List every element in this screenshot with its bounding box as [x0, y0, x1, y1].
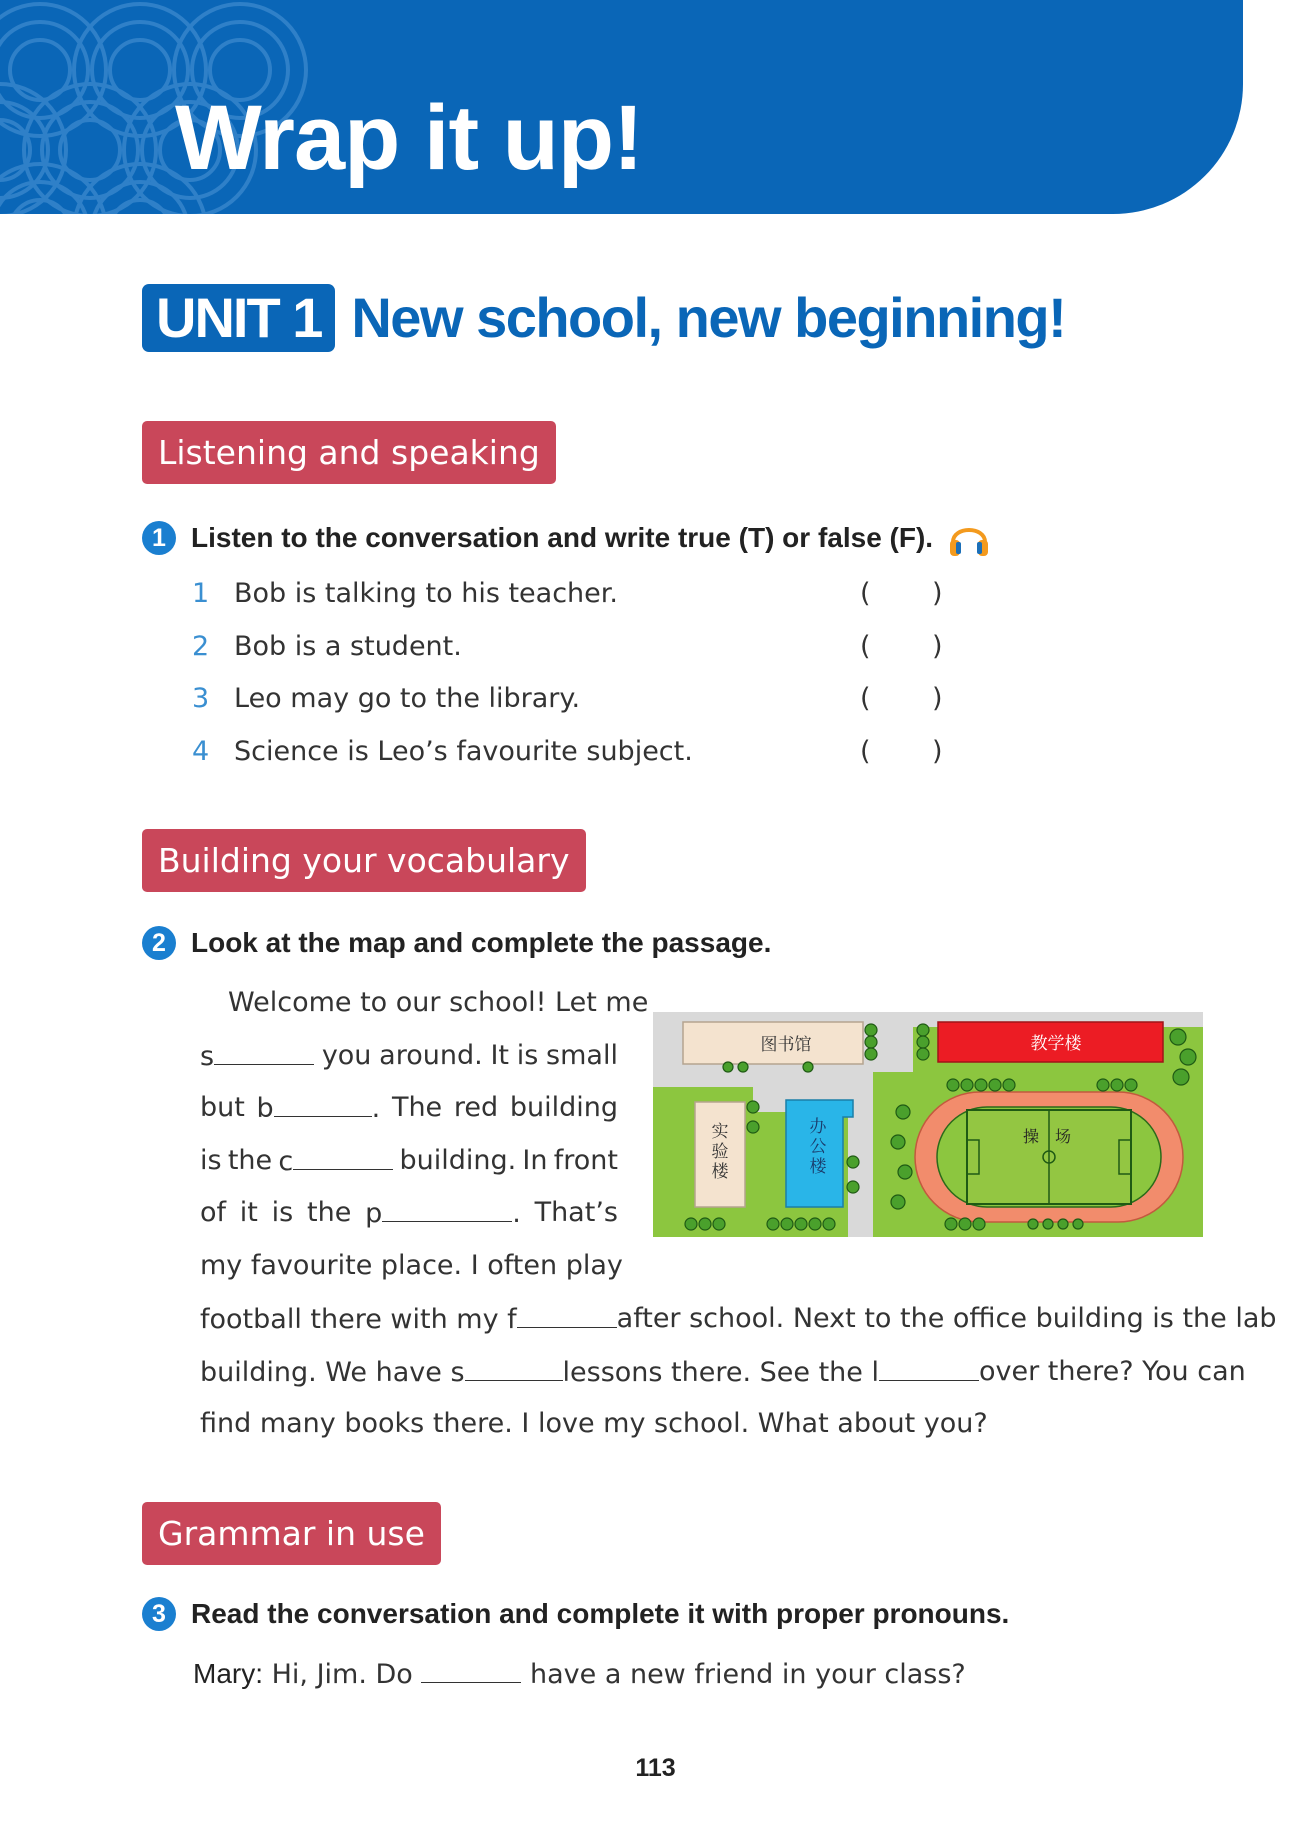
word: of	[200, 1197, 227, 1228]
word: red	[453, 1092, 499, 1123]
word: after school. Next to the office building is the lab	[616, 1303, 1277, 1334]
word: football there with my f	[200, 1304, 517, 1335]
word: is	[200, 1144, 222, 1176]
word: around.	[379, 1039, 483, 1071]
passage-line	[200, 1346, 1246, 1399]
word: It	[490, 1039, 509, 1071]
task-2-header	[142, 926, 771, 960]
answer-paren-close: )	[932, 578, 943, 609]
dialog-text-before: Hi, Jim. Do	[271, 1659, 413, 1690]
item-statement: Bob is talking to his teacher.	[234, 578, 618, 609]
item-statement: Science is Leo’s favourite subject.	[234, 735, 693, 767]
passage-line: my favourite place. I often play	[200, 1249, 623, 1281]
word: small	[546, 1039, 618, 1071]
speaker-name: Mary:	[193, 1658, 263, 1689]
item-number: 4	[192, 735, 210, 767]
blank-input[interactable]	[293, 1135, 393, 1170]
headphones-icon[interactable]	[947, 518, 991, 558]
page-title: Wrap it up!	[175, 87, 643, 189]
map-label-lab: 实	[711, 1122, 729, 1142]
item-statement: Leo may go to the library.	[234, 683, 581, 714]
dialog-text-after: have a new friend in your class?	[530, 1659, 966, 1690]
task-3-header	[142, 1597, 1009, 1631]
blank-input[interactable]	[274, 1082, 372, 1117]
answer-paren-open[interactable]: (	[860, 630, 871, 662]
passage-text-wide	[200, 1293, 1277, 1451]
list-item	[192, 621, 952, 674]
task-instruction: Read the conversation and complete it with proper pronouns.	[191, 1598, 1010, 1629]
blank-input[interactable]	[465, 1346, 563, 1381]
map-label-playground: 场	[1054, 1127, 1072, 1146]
answer-paren-close: )	[932, 735, 943, 767]
word: but	[200, 1092, 245, 1123]
word: it	[239, 1197, 258, 1228]
page-number: 113	[635, 1754, 676, 1782]
word: over there? You can	[978, 1355, 1246, 1387]
passage-line: Welcome to our school! Let me	[228, 987, 649, 1018]
task-instruction: Listen to the conversation and write true (T) or false (F).	[191, 522, 934, 553]
blank-input[interactable]	[879, 1346, 979, 1381]
word: is	[271, 1197, 294, 1228]
word: c	[278, 1145, 294, 1177]
section-tab-grammar: Grammar in use	[142, 1502, 441, 1565]
passage-line	[200, 1082, 618, 1135]
unit-heading	[142, 284, 1065, 352]
map-label-lab: 验	[711, 1142, 729, 1162]
word: lessons there. See the l	[562, 1356, 879, 1388]
word: In	[522, 1144, 548, 1176]
blank-input[interactable]	[517, 1293, 617, 1328]
answer-paren-close: )	[932, 683, 943, 714]
word: p	[365, 1198, 383, 1229]
section-tab-vocabulary: Building your vocabulary	[142, 829, 586, 892]
item-number: 2	[192, 630, 210, 662]
header-banner	[0, 0, 1243, 214]
task-number-badge: 3	[142, 1597, 176, 1631]
word: the	[307, 1197, 352, 1228]
passage-line	[200, 1030, 618, 1083]
item-number: 1	[192, 578, 210, 609]
word: is	[516, 1039, 539, 1071]
blank-input[interactable]	[382, 1187, 512, 1222]
task-number-badge: 2	[142, 926, 176, 960]
passage-line	[200, 1293, 1277, 1346]
task-number-badge: 1	[142, 521, 176, 555]
task-1-header	[142, 518, 991, 558]
word: building. We have s	[200, 1356, 465, 1388]
word: That’s	[534, 1197, 618, 1228]
map-label-playground: 操	[1022, 1127, 1040, 1146]
word: you	[321, 1039, 372, 1071]
task-instruction: Look at the map and complete the passage.	[191, 927, 772, 958]
passage-line	[200, 1135, 618, 1188]
word: building.	[399, 1144, 517, 1176]
answer-paren-close: )	[932, 630, 943, 662]
map-label-lab: 楼	[711, 1162, 729, 1182]
map-label-library: 图书馆	[760, 1035, 812, 1055]
unit-title: New school, new beginning!	[351, 286, 1066, 349]
list-item	[192, 726, 952, 779]
section-tab-listening: Listening and speaking	[142, 421, 556, 484]
item-statement: Bob is a student.	[234, 630, 462, 662]
word: .	[512, 1198, 521, 1229]
map-label-office: 楼	[809, 1157, 827, 1177]
word: building	[509, 1092, 618, 1123]
word: The	[391, 1092, 443, 1123]
word: .	[371, 1093, 381, 1124]
word: s	[200, 1040, 215, 1072]
list-item	[192, 568, 952, 621]
passage-text-narrow	[200, 977, 649, 1292]
item-number: 3	[192, 683, 210, 714]
map-label-office: 公	[809, 1137, 827, 1157]
blank-input[interactable]	[214, 1030, 314, 1065]
map-label-teaching-building: 教学楼	[1030, 1034, 1082, 1054]
map-label-office: 办	[809, 1117, 827, 1137]
answer-paren-open[interactable]: (	[860, 578, 871, 609]
blank-input[interactable]	[421, 1648, 521, 1683]
word: the	[227, 1144, 273, 1176]
list-item	[192, 673, 952, 726]
passage-line: find many books there. I love my school. What about you?	[200, 1408, 988, 1439]
unit-badge: UNIT 1	[142, 284, 335, 352]
answer-paren-open[interactable]: (	[860, 683, 871, 714]
answer-paren-open[interactable]: (	[860, 735, 871, 767]
word: b	[256, 1093, 274, 1124]
school-map	[653, 1012, 1203, 1237]
passage-line	[200, 1187, 618, 1240]
word: front	[553, 1144, 618, 1176]
true-false-list	[192, 568, 952, 778]
dialog-line	[193, 1648, 966, 1690]
